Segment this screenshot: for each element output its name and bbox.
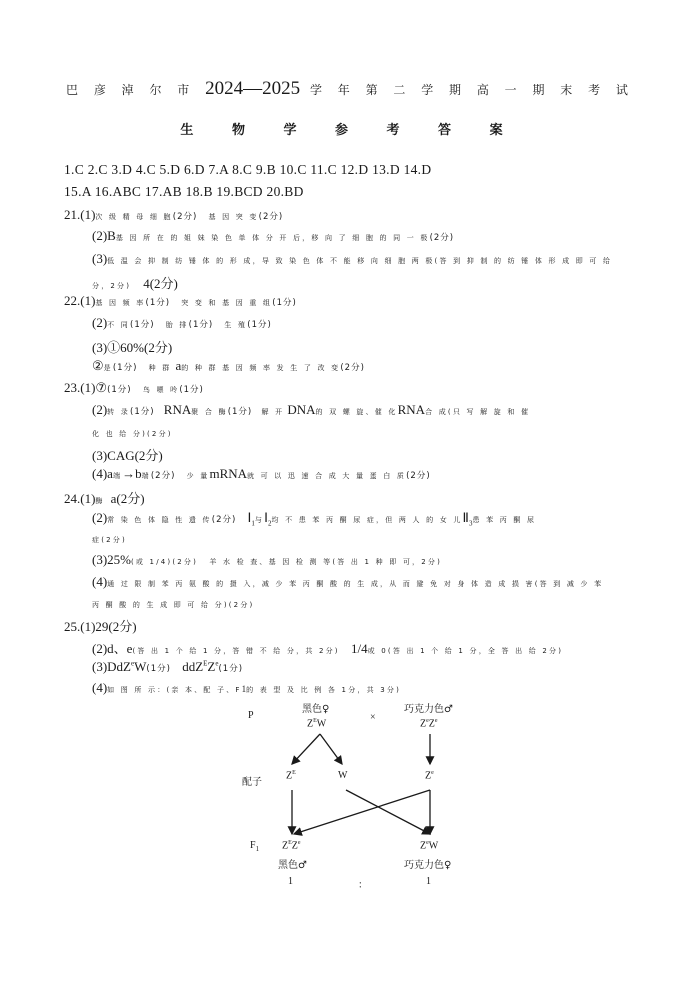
q23-line3: 化 也 给 分)(2分) <box>92 430 173 438</box>
gamete-Ze: $Z^e$ <box>425 770 434 782</box>
offspring-female-phenotype: 巧克力色♀ <box>404 860 452 871</box>
q23-line4: (3)CAG(2分) <box>92 448 163 463</box>
offspring-male-genotype: $Z^EZ^e$ <box>282 840 301 852</box>
answer-title: 生 物 学 参 考 答 案 <box>180 123 520 138</box>
q22-line1: 22.(1)基 因 频 率(1分) 突 变 和 基 因 重 组(1分) <box>64 293 297 308</box>
arrow-Ze-to-F1-male <box>294 790 430 834</box>
arrow-female-to-W <box>320 734 342 764</box>
q22-line4: ②是(1分) 种 群 a的 种 群 基 因 频 率 发 生 了 改 变(2分) <box>92 358 365 373</box>
q23-line1: 23.(1)⑦(1分) 鸟 嘌 呤(1分) <box>64 380 204 395</box>
q24-line4: (3)25%(或 1/4)(2分) 羊 水 检 查、基 因 检 测 等(答 出 1 种 即 可，2分) <box>92 552 443 567</box>
label-P: P <box>248 710 254 721</box>
mc-answers-row1: 1.C 2.C 3.D 4.C 5.D 6.D 7.A 8.C 9.B 10.C 11.C 12.D 13.D 14.D <box>64 162 432 177</box>
cross-symbol: × <box>370 712 376 723</box>
q25-line1: 25.(1)29(2分) <box>64 619 137 634</box>
ratio-left: 1 <box>288 876 293 887</box>
q21-line2: (2)B基 因 所 在 的 姐 妹 染 色 单 体 分 开 后，移 向 了 细 胞 的 同 一 极(2分) <box>92 228 455 243</box>
q23-line2: (2)转 录(1分) RNA聚 合 酶(1分) 解 开 DNA的 双 螺 旋、催 化RNA合 成(只 写 解 旋 和 催 <box>92 402 531 417</box>
q22-line3: (3)①60%(2分) <box>92 340 173 355</box>
genetic-cross-diagram <box>230 700 490 890</box>
q22-line2: (2)不 同(1分) 胎 排(1分) 生 殖(1分) <box>92 315 272 330</box>
female-parent-genotype: $Z^EW$ <box>307 718 327 730</box>
offspring-male-phenotype: 黑色♂ <box>278 860 307 871</box>
q25-line3: (3)DdZ$^e$W(1分) $ddZ^EZ^e(1$分) <box>92 659 244 674</box>
gamete-ZE: $Z^E$ <box>286 770 296 782</box>
mc-answers-row2: 15.A 16.ABC 17.AB 18.B 19.BCD 20.BD <box>64 184 304 199</box>
q24-line2: (2)常 染 色 体 隐 性 遗 传(2分) $Ⅰ_1$与$Ⅰ_2$均 不 患 苯 丙 酮 尿 症，但 两 人 的 女 儿$Ⅱ_3$患 苯 丙 酮 尿 <box>92 510 537 528</box>
q23-line5: (4)a端→b端(2分) 少 量mRNA就 可 以 迅 速 合 成 大 量 蛋 白 质(2分) <box>92 466 431 481</box>
male-parent-genotype: $Z^eZ^e$ <box>420 718 438 730</box>
q24-line3: 症(2分) <box>92 536 127 544</box>
arrow-female-to-ZE <box>292 734 320 764</box>
q24-line1: 24.(1)酶 a(2分) <box>64 491 145 506</box>
label-F1: $F_1$ <box>250 840 260 853</box>
q24-line5: (4)通 过 限 制 苯 丙 氨 酸 的 摄 入，减 少 苯 丙 酮 酸 的 生 成，从 而 避 免 对 身 体 造 成 损 害(答 到 减 少 苯 <box>92 574 604 589</box>
gamete-W: W <box>338 770 348 781</box>
female-parent-phenotype: 黑色♀ <box>302 704 330 715</box>
q25-line2: (2)d、e(答 出 1 个 给 1 分，答 错 不 给 分，共 2分) 1/4或 0(答 出 1 个 给 1 分，全 答 出 给 2分) <box>92 641 564 656</box>
q21-line1: 21.(1)次 级 精 母 细 胞(2分) 基 因 突 变(2分) <box>64 207 284 222</box>
q21-line4: 分，2分) 4(2分) <box>92 276 178 291</box>
label-gametes: 配子 <box>242 777 262 788</box>
school-year: 2024—2025 <box>205 78 301 99</box>
ratio-right: 1 <box>426 876 431 887</box>
offspring-female-genotype: $Z^eW$ <box>420 840 439 852</box>
q21-line3: (3)低 温 会 抑 制 纺 锤 体 的 形 成，导 致 染 色 体 不 能 移 向 细 胞 两 极(答 到 抑 制 的 纺 锤 体 形 成 即 可 给 <box>92 251 613 266</box>
exam-title: 巴 彦 淖 尔 市 2024—2025 学 年 第 二 学 期 高 一 期 末 考 试 <box>66 78 634 99</box>
q25-line4: (4)如 图 所 示：(亲 本、配 子、F1的 表 型 及 比 例 各 1分，共 3分) <box>92 680 402 695</box>
ratio-colon: ： <box>358 880 368 891</box>
q24-line6: 丙 酮 酸 的 生 成 即 可 给 分)(2分) <box>92 601 255 609</box>
arrow-W-to-F1-female <box>346 790 430 834</box>
male-parent-phenotype: 巧克力色♂ <box>404 704 453 715</box>
